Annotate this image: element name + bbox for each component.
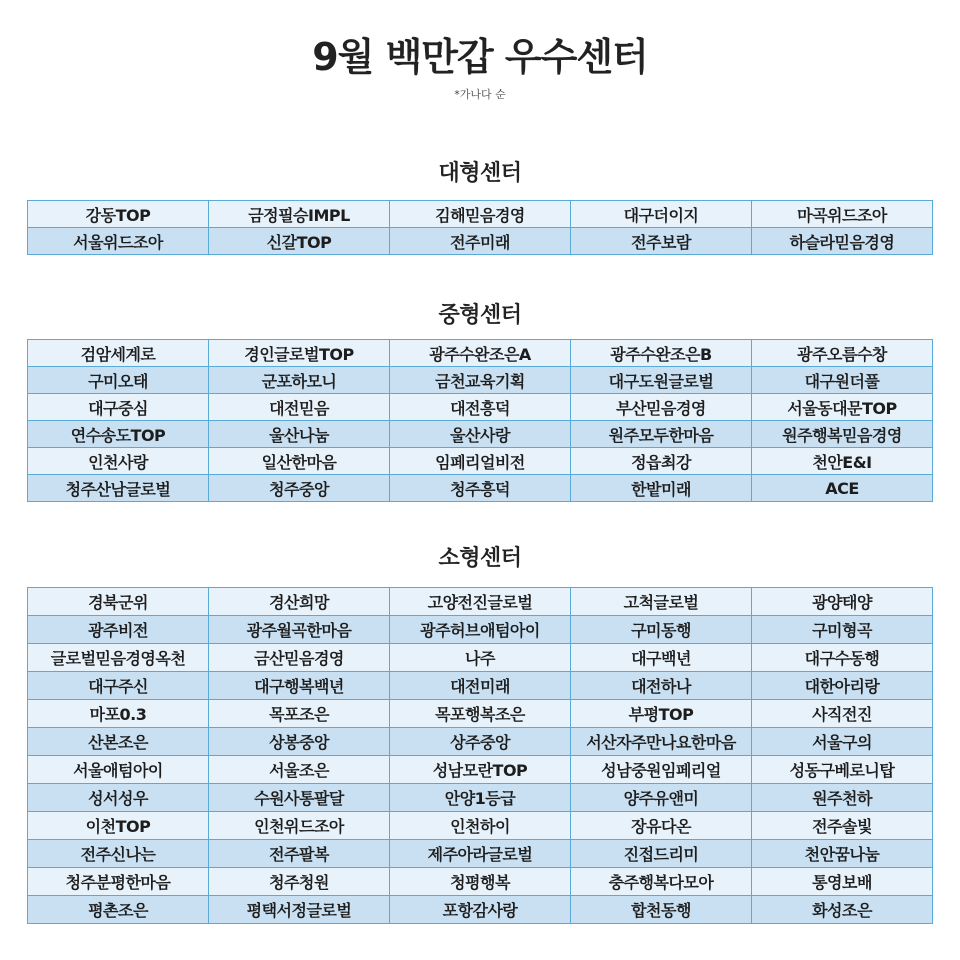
center-name-cell: 대구백년: [571, 644, 752, 672]
center-name-cell: 부산믿음경영: [571, 394, 752, 421]
table-row: [28, 728, 933, 756]
center-name-cell: 정읍최강: [571, 448, 752, 475]
center-name-cell: 울산나눔: [209, 421, 390, 448]
table-row: [28, 672, 933, 700]
center-name-cell: 광주수완조은B: [571, 340, 752, 367]
center-name-cell: 대구도원글로벌: [571, 367, 752, 394]
section-title-large: 대형센터: [438, 161, 522, 186]
sort-note: *가나다 순: [454, 88, 506, 101]
center-name-cell: 검암세계로: [28, 340, 209, 367]
table-row: [28, 700, 933, 728]
center-name-cell: 대구더이지: [571, 201, 752, 228]
table-row: [28, 896, 933, 924]
page-title: 9월 백만갑 우수센터: [312, 35, 648, 79]
center-name-cell: 산본조은: [28, 728, 209, 756]
center-name-cell: 원주모두한마음: [571, 421, 752, 448]
table-row: [28, 644, 933, 672]
medium-center-table: [27, 339, 933, 502]
center-name-cell: 대구원더풀: [752, 367, 933, 394]
center-name-cell: 대전하나: [571, 672, 752, 700]
center-name-cell: 하슬라믿음경영: [752, 228, 933, 255]
center-name-cell: 청주청원: [209, 868, 390, 896]
center-name-cell: 고척글로벌: [571, 588, 752, 616]
center-name-cell: 대구중심: [28, 394, 209, 421]
table-row: [28, 840, 933, 868]
table-row: [28, 868, 933, 896]
center-name-cell: 청주산남글로벌: [28, 475, 209, 502]
center-name-cell: 사직전진: [752, 700, 933, 728]
table-row: [28, 756, 933, 784]
center-name-cell: 광주수완조은A: [390, 340, 571, 367]
table-row: [28, 475, 933, 502]
center-name-cell: 울산사랑: [390, 421, 571, 448]
center-name-cell: 대구수동행: [752, 644, 933, 672]
center-name-cell: 이천TOP: [28, 812, 209, 840]
center-name-cell: 성동구베로니탑: [752, 756, 933, 784]
center-name-cell: 전주신나는: [28, 840, 209, 868]
center-name-cell: 양주유앤미: [571, 784, 752, 812]
center-name-cell: 부평TOP: [571, 700, 752, 728]
center-name-cell: 광주비전: [28, 616, 209, 644]
center-name-cell: 인천사랑: [28, 448, 209, 475]
center-name-cell: 서울구의: [752, 728, 933, 756]
center-name-cell: 경산희망: [209, 588, 390, 616]
center-name-cell: 인천위드조아: [209, 812, 390, 840]
center-name-cell: 목포조은: [209, 700, 390, 728]
center-name-cell: 광양태양: [752, 588, 933, 616]
table-row: [28, 588, 933, 616]
center-name-cell: 수원사통팔달: [209, 784, 390, 812]
center-name-cell: 장유다온: [571, 812, 752, 840]
center-name-cell: 원주행복믿음경영: [752, 421, 933, 448]
center-name-cell: 경북군위: [28, 588, 209, 616]
section-title-medium: 중형센터: [438, 303, 522, 328]
center-name-cell: 일산한마음: [209, 448, 390, 475]
center-name-cell: 신갈TOP: [209, 228, 390, 255]
center-name-cell: 서울동대문TOP: [752, 394, 933, 421]
center-name-cell: 금산믿음경영: [209, 644, 390, 672]
center-name-cell: 서울조은: [209, 756, 390, 784]
table-row: [28, 784, 933, 812]
center-name-cell: 전주미래: [390, 228, 571, 255]
center-name-cell: 전주팔복: [209, 840, 390, 868]
center-name-cell: 서울애텀아이: [28, 756, 209, 784]
large-center-table: [27, 200, 933, 255]
center-name-cell: 성남중원임페리얼: [571, 756, 752, 784]
center-name-cell: 강동TOP: [28, 201, 209, 228]
center-name-cell: 구미동행: [571, 616, 752, 644]
center-name-cell: 상주중앙: [390, 728, 571, 756]
table-row: [28, 340, 933, 367]
center-name-cell: 인천하이: [390, 812, 571, 840]
center-name-cell: 원주천하: [752, 784, 933, 812]
section-title-small: 소형센터: [438, 546, 522, 571]
center-name-cell: 구미형곡: [752, 616, 933, 644]
center-name-cell: 대전믿음: [209, 394, 390, 421]
center-name-cell: 충주행복다모아: [571, 868, 752, 896]
center-name-cell: 청주분평한마음: [28, 868, 209, 896]
center-name-cell: 고양전진글로벌: [390, 588, 571, 616]
center-name-cell: 천안E&I: [752, 448, 933, 475]
table-row: [28, 394, 933, 421]
center-name-cell: 구미오태: [28, 367, 209, 394]
center-name-cell: 글로벌믿음경영옥천: [28, 644, 209, 672]
center-name-cell: 금정필승IMPL: [209, 201, 390, 228]
center-name-cell: 연수송도TOP: [28, 421, 209, 448]
center-name-cell: 성남모란TOP: [390, 756, 571, 784]
table-row: [28, 448, 933, 475]
center-name-cell: 광주월곡한마음: [209, 616, 390, 644]
center-name-cell: 광주오름수창: [752, 340, 933, 367]
center-name-cell: 나주: [390, 644, 571, 672]
center-name-cell: ACE: [752, 475, 933, 502]
center-name-cell: 합천동행: [571, 896, 752, 924]
center-name-cell: 김해믿음경영: [390, 201, 571, 228]
center-name-cell: 청평행복: [390, 868, 571, 896]
center-name-cell: 제주아라글로벌: [390, 840, 571, 868]
center-name-cell: 청주중앙: [209, 475, 390, 502]
center-name-cell: 전주솔빛: [752, 812, 933, 840]
center-name-cell: 대구주신: [28, 672, 209, 700]
center-name-cell: 대전미래: [390, 672, 571, 700]
center-name-cell: 대구행복백년: [209, 672, 390, 700]
center-name-cell: 대한아리랑: [752, 672, 933, 700]
center-name-cell: 광주허브애텀아이: [390, 616, 571, 644]
center-name-cell: 안양1등급: [390, 784, 571, 812]
table-row: [28, 616, 933, 644]
center-name-cell: 청주흥덕: [390, 475, 571, 502]
center-name-cell: 한밭미래: [571, 475, 752, 502]
small-center-table: [27, 587, 933, 924]
center-name-cell: 천안꿈나눔: [752, 840, 933, 868]
center-name-cell: 성서성우: [28, 784, 209, 812]
center-name-cell: 포항감사랑: [390, 896, 571, 924]
center-name-cell: 평촌조은: [28, 896, 209, 924]
table-row: [28, 367, 933, 394]
center-name-cell: 상봉중앙: [209, 728, 390, 756]
center-name-cell: 마곡위드조아: [752, 201, 933, 228]
table-row: [28, 201, 933, 228]
center-name-cell: 서울위드조아: [28, 228, 209, 255]
center-name-cell: 화성조은: [752, 896, 933, 924]
center-name-cell: 임페리얼비전: [390, 448, 571, 475]
center-name-cell: 목포행복조은: [390, 700, 571, 728]
center-name-cell: 금천교육기획: [390, 367, 571, 394]
table-row: [28, 812, 933, 840]
center-name-cell: 마포0.3: [28, 700, 209, 728]
center-name-cell: 평택서정글로벌: [209, 896, 390, 924]
center-name-cell: 통영보배: [752, 868, 933, 896]
center-name-cell: 진접드리미: [571, 840, 752, 868]
center-name-cell: 서산자주만나요한마음: [571, 728, 752, 756]
center-name-cell: 전주보람: [571, 228, 752, 255]
center-name-cell: 경인글로벌TOP: [209, 340, 390, 367]
table-row: [28, 228, 933, 255]
table-row: [28, 421, 933, 448]
center-name-cell: 대전흥덕: [390, 394, 571, 421]
center-name-cell: 군포하모니: [209, 367, 390, 394]
